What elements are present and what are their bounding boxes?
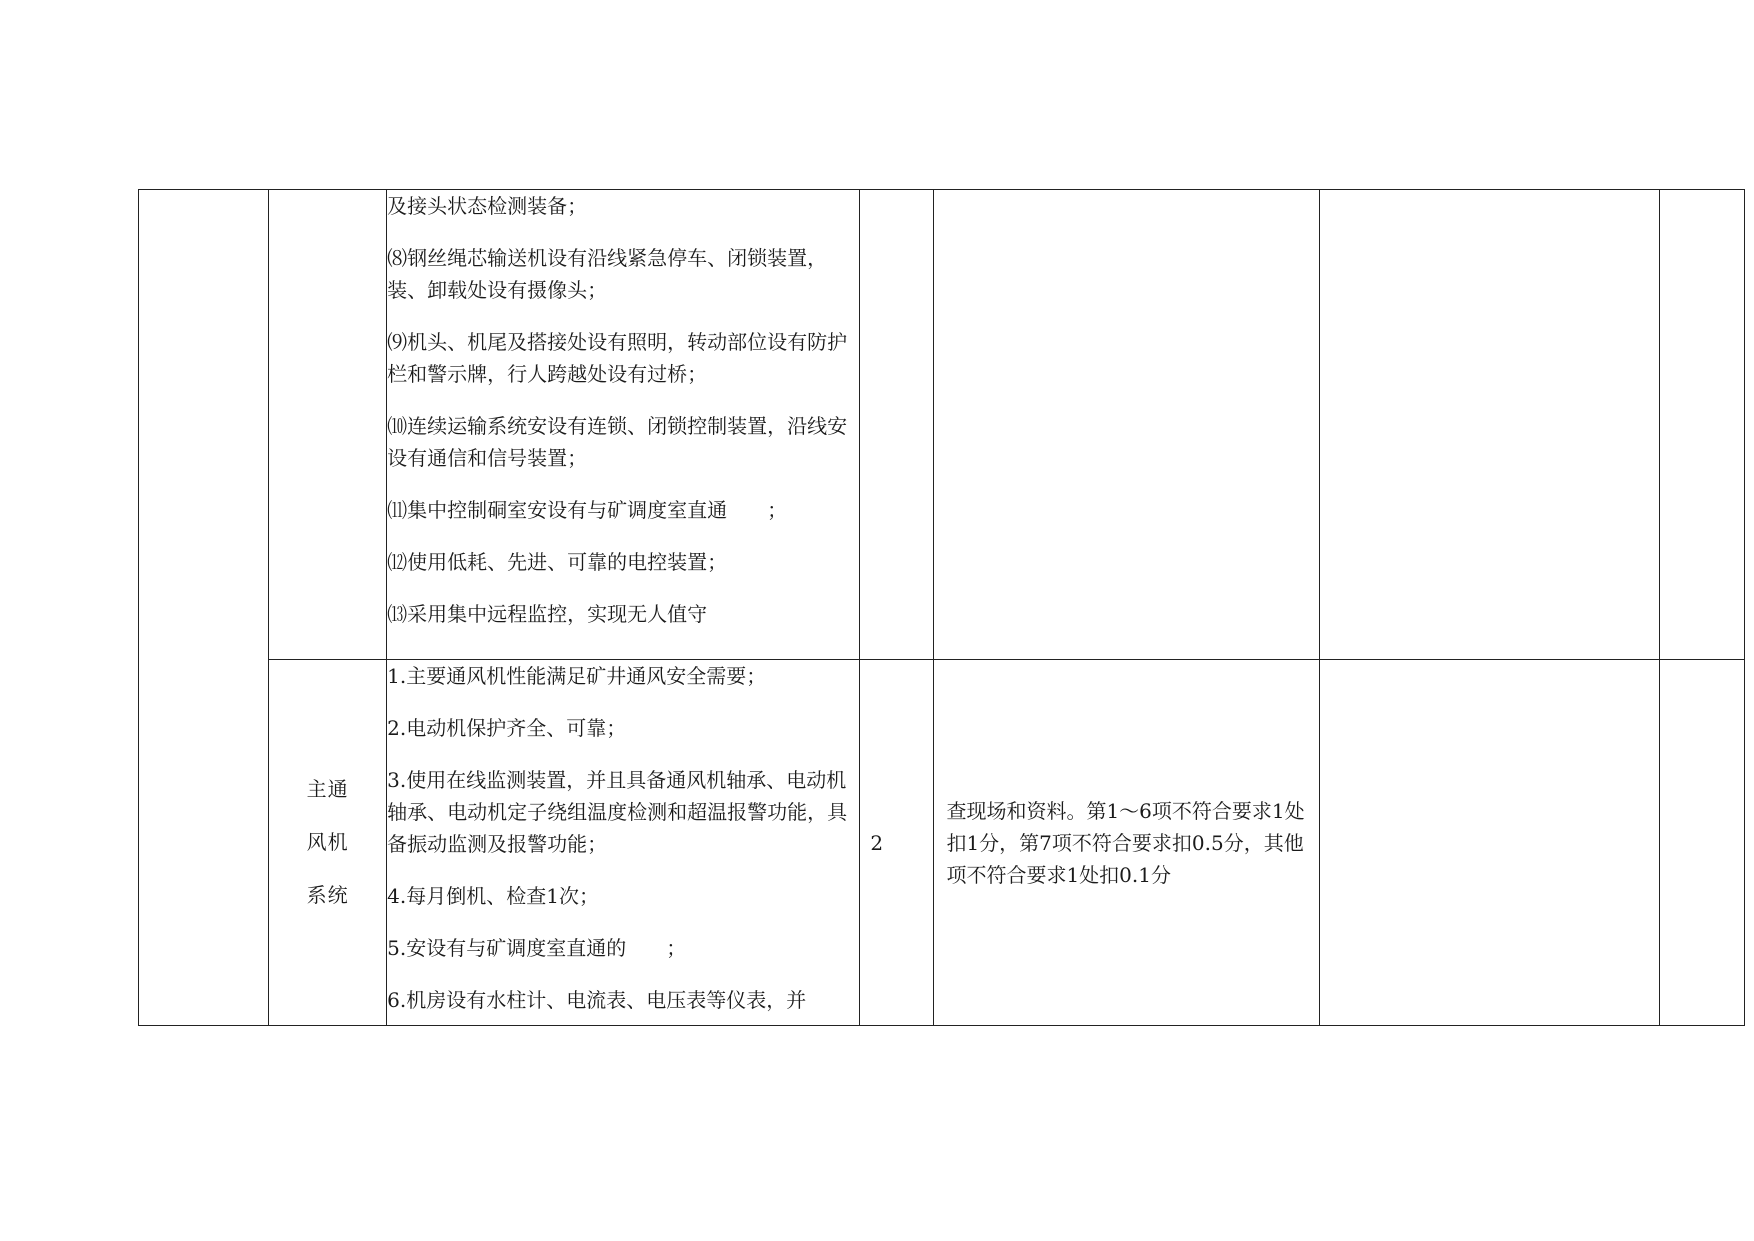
- requirement-line: ⑾集中控制硐室安设有与矿调度室直通 ；: [387, 498, 788, 522]
- requirements-cell: [387, 190, 860, 660]
- remark-cell: [1319, 190, 1659, 660]
- requirement-line: ⒀采用集中远程监控，实现无人值守: [387, 602, 708, 626]
- item-name-line: 风机: [306, 830, 349, 854]
- table-row: [139, 190, 1745, 660]
- table-row: [139, 660, 1745, 1026]
- result-cell: [1659, 660, 1744, 1026]
- remark-cell: [1319, 660, 1659, 1026]
- category-cell: [139, 190, 269, 1026]
- score-cell: 2: [860, 660, 934, 1026]
- requirements-cell: [387, 660, 860, 1026]
- requirement-line: ⑿使用低耗、先进、可靠的电控装置；: [387, 550, 728, 574]
- requirement-line: 及接头状态检测装备；: [387, 194, 588, 218]
- item-cell: [269, 660, 387, 1026]
- requirement-line: 4.每月倒机、检查1次；: [387, 884, 599, 908]
- requirement-line: ⑼机头、机尾及搭接处设有照明，转动部位设有防护栏和警示牌，行人跨越处设有过桥；: [387, 330, 848, 386]
- standard-table: [138, 189, 1745, 1026]
- requirement-line: ⑻钢丝绳芯输送机设有沿线紧急停车、闭锁装置，装、卸载处设有摄像头；: [387, 246, 828, 302]
- requirement-line: 6.机房设有水柱计、电流表、电压表等仪表，并: [387, 988, 807, 1012]
- requirement-line: 3.使用在线监测装置，并且具备通风机轴承、电动机轴承、电动机定子绕组温度检测和超温报警功能，具备振动监测及报警功能；: [387, 768, 848, 856]
- requirement-line: 1.主要通风机性能满足矿井通风安全需要；: [387, 664, 767, 688]
- requirement-line: 2.电动机保护齐全、可靠；: [387, 716, 627, 740]
- result-cell: [1659, 190, 1744, 660]
- score-cell: [860, 190, 934, 660]
- requirement-line: ⑽连续运输系统安设有连锁、闭锁控制装置，沿线安设有通信和信号装置；: [387, 414, 848, 470]
- method-cell: [934, 190, 1319, 660]
- method-cell: 查现场和资料。第1～6项不符合要求1处扣1分，第7项不符合要求扣0.5分，其他项不符合要求1处扣0.1分: [934, 660, 1319, 1026]
- item-name-line: 主通: [306, 777, 349, 801]
- item-cell: [269, 190, 387, 660]
- item-name-line: 系统: [306, 883, 349, 907]
- requirement-line: 5.安设有与矿调度室直通的 ；: [387, 936, 687, 960]
